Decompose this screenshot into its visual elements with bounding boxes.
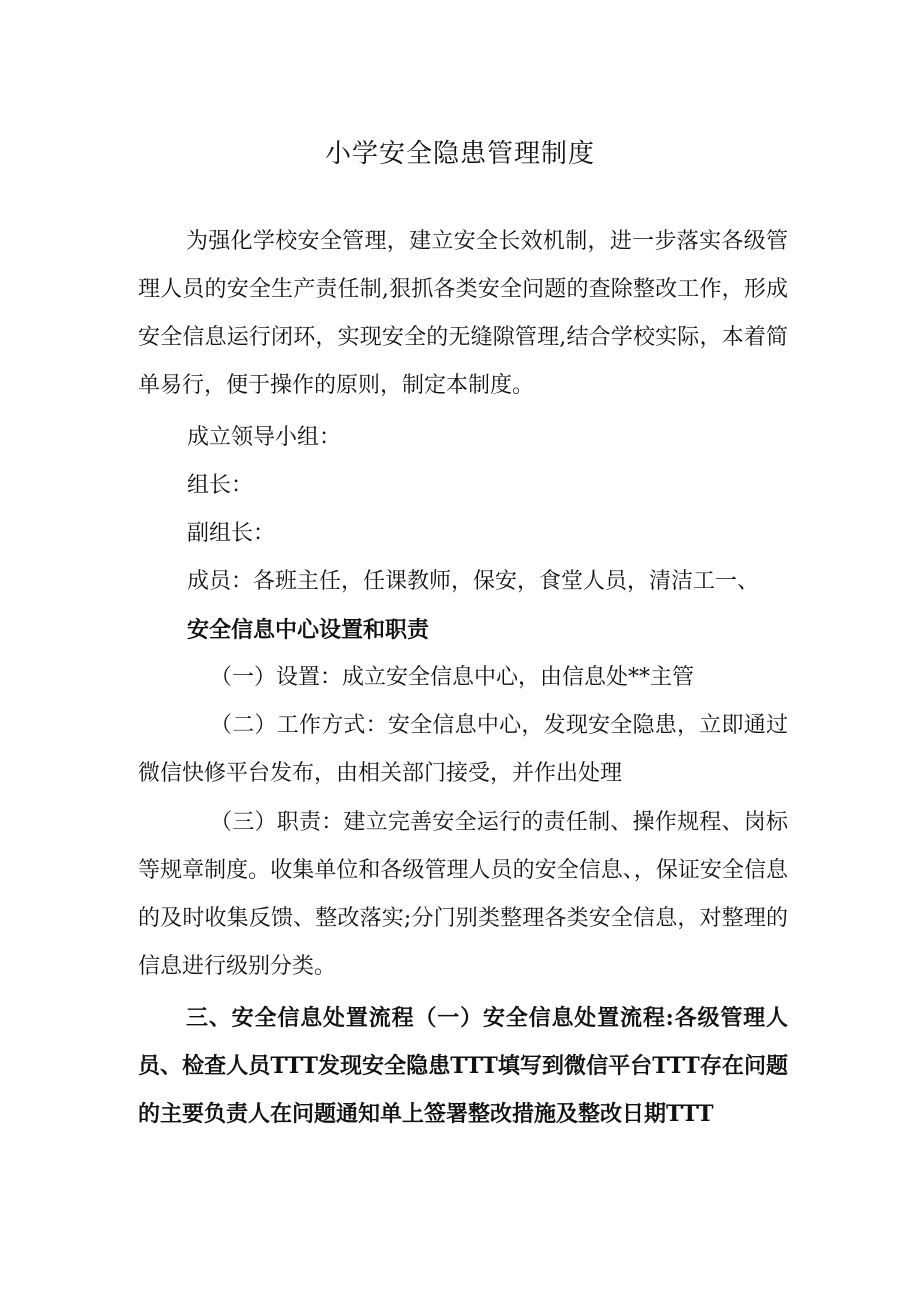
item-three: （三）职责：建立完善安全运行的责任制、操作规程、岗标等规章制度。收集单位和各级管理人员的安全信息、，保证安全信息的及时收集反馈、整改落实;分门别类整理各类安全信息，对整理的信息进行级别分类。: [138, 810, 788, 979]
section-three-paragraph: 三、安全信息处置流程（一）安全信息处置流程:各级管理人员、检查人员TTT发现安全隐患TTT填写到微信平台TTT存在问题的主要负责人在问题通知单上签署整改措施及整改日期TTT: [138, 1005, 788, 1127]
deputy-leader-line: 副组长：: [187, 521, 276, 546]
members-line: 成员：各班主任，任课教师，保安，食堂人员，清洁工一、: [187, 569, 760, 594]
leadership-heading: 成立领导小组：: [187, 425, 342, 450]
document-title: 小学安全隐患管理制度: [324, 139, 595, 169]
item-two: （二）工作方式：安全信息中心，发现安全隐患，立即通过微信快修平台发布，由相关部门接受，并作出处理: [138, 713, 788, 786]
intro-paragraph: 为强化学校安全管理，建立安全长效机制，进一步落实各级管理人员的安全生产责任制,狠抓各类安全问题的查除整改工作，形成安全信息运行闭环，实现安全的无缝隙管理,结合学校实际，本着简单易行，便于操作的原则，制定本制度。: [138, 229, 788, 398]
item-one: （一）设置：成立安全信息中心，由信息处**主管: [210, 665, 695, 690]
leader-line: 组长：: [187, 473, 254, 498]
section-one-heading: 安全信息中心设置和职责: [187, 617, 430, 643]
